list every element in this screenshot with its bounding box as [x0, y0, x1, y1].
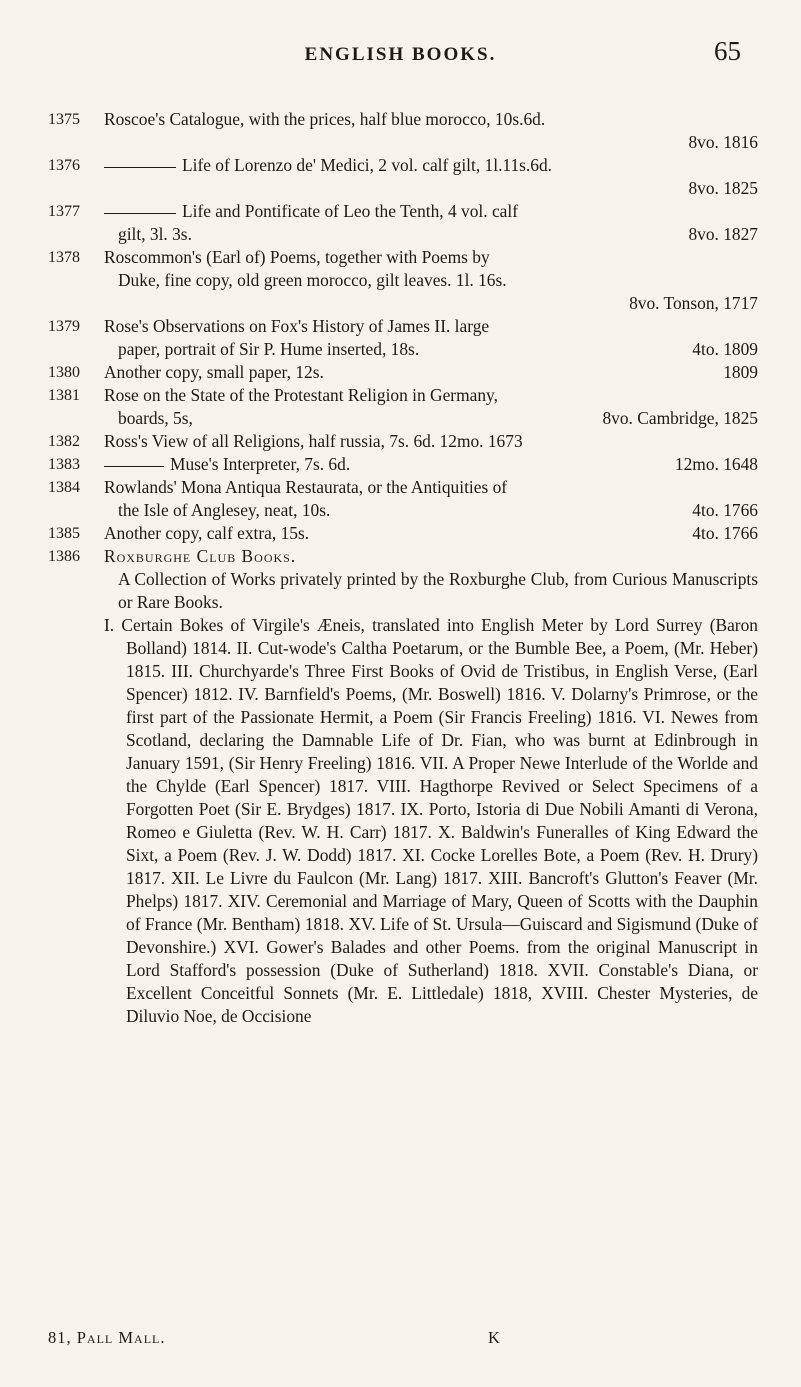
- catalogue-entry: [48, 430, 758, 453]
- entry-imprint: 4to. 1766: [692, 500, 758, 520]
- ditto-rule: [104, 167, 176, 168]
- entry-line: Another copy, small paper, 12s.: [104, 362, 324, 382]
- entry-line: gilt, 3l. 3s.: [118, 224, 192, 244]
- entry-number: 1382: [48, 433, 80, 450]
- catalogue-entries: [48, 108, 758, 1028]
- entry-line: the Isle of Anglesey, neat, 10s.: [118, 500, 331, 520]
- entry-line: boards, 5s,: [118, 408, 193, 428]
- entry-number: 1375: [48, 111, 80, 128]
- entry-imprint: 8vo. Cambridge, 1825: [602, 408, 758, 428]
- entry-imprint: 8vo. Tonson, 1717: [629, 293, 758, 313]
- catalogue-entry: [48, 476, 758, 522]
- entry-number: 1385: [48, 525, 80, 542]
- entry-number: 1376: [48, 157, 80, 174]
- entry-line: Life and Pontificate of Leo the Tenth, 4 vol. calf: [182, 201, 519, 221]
- entry-imprint: 1809: [723, 362, 758, 382]
- roxburghe-intro: A Collection of Works privately printed by the Roxburghe Club, from Curious Manuscripts or Rare Books.: [118, 569, 758, 612]
- entry-line: Rowlands' Mona Antiqua Restaurata, or the Antiquities of: [104, 477, 508, 497]
- catalogue-entry: [48, 108, 758, 154]
- entry-number: 1386: [48, 548, 80, 565]
- entry-line: Life of Lorenzo de' Medici, 2 vol. calf gilt, 1l.11s.6d.: [182, 155, 553, 175]
- entry-number: 1381: [48, 387, 80, 404]
- entry-line: Rose's Observations on Fox's History of James II. large: [104, 316, 490, 336]
- catalogue-entry: [48, 361, 758, 384]
- entry-imprint: 8vo. 1827: [688, 224, 758, 244]
- entry-line: paper, portrait of Sir P. Hume inserted, 18s.: [118, 339, 420, 359]
- catalogue-entry: [48, 200, 758, 246]
- entry-imprint: 8vo. 1816: [688, 132, 758, 152]
- catalogue-entry: [48, 315, 758, 361]
- page-footer: [48, 1328, 758, 1348]
- catalogue-entry: [48, 154, 758, 200]
- page-header: [0, 36, 801, 84]
- catalogue-entry: [48, 384, 758, 430]
- entry-number: 1377: [48, 203, 80, 220]
- signature-mark: K: [488, 1328, 500, 1347]
- catalogue-entry: [48, 545, 758, 1028]
- catalogue-entry: [48, 453, 758, 476]
- printer-address: 81, Pall Mall.: [48, 1328, 166, 1347]
- entry-line: Rose on the State of the Protestant Religion in Germany,: [104, 385, 498, 405]
- entry-line: Ross's View of all Religions, half russia, 7s. 6d. 12mo. 1673: [104, 431, 523, 451]
- entry-number: 1379: [48, 318, 80, 335]
- catalogue-entry: [48, 246, 758, 315]
- entry-number: 1378: [48, 249, 80, 266]
- entry-line: Roscommon's (Earl of) Poems, together with Poems by: [104, 247, 490, 267]
- entry-number: 1384: [48, 479, 80, 496]
- entry-imprint: 4to. 1766: [692, 523, 758, 543]
- entry-line: Roscoe's Catalogue, with the prices, half blue morocco, 10s.6d.: [104, 109, 546, 129]
- ditto-rule: [104, 466, 164, 467]
- entry-line: Muse's Interpreter, 7s. 6d.: [170, 454, 351, 474]
- section-heading: Roxburghe Club Books.: [104, 546, 297, 566]
- catalogue-entry: [48, 522, 758, 545]
- roxburghe-list: I. Certain Bokes of Virgile's Æneis, translated into English Meter by Lord Surrey (Baron Bolland) 1814. II. Cut-wode's Caltha Poetarum, or the Bumble Bee, a Poem, (Mr. Heber) 1815. III. Churchyarde's Three First Books of Ovid de Tristibus, in English Verse, (Earl Spencer) 1812. IV. Barnfield's Poems, (Mr. Boswell) 1816. V. Dolarny's Primrose, or the first part of the Passionate Hermit, a Poem (Sir Francis Freeling) 1816. VI. Newes from Scotland, declaring the Damnable Life of Dr. Fian, who was burnt at Edinbrough in January 1591, (Sir Henry Freeling) 1816. VII. A Proper Newe Interlude of the Worlde and the Chylde (Earl Spencer) 1817. VIII. Hagthorpe Revived or Select Specimens of a Forgotten Poet (Sir E. Brydges) 1817. IX. Porto, Istoria di Due Nobili Amanti di Verona, Romeo e Giuletta (Rev. W. H. Carr) 1817. X. Baldwin's Funeralles of King Edward the Sixt, a Poem (Rev. J. W. Dodd) 1817. XI. Cocke Lorelles Bote, a Poem (Rev. H. Drury) 1817. XII. Le Livre du Faulcon (Mr. Lang) 1817. XIII. Bancroft's Glutton's Feaver (Mr. Phelps) 1817. XIV. Ceremonial and Marriage of Mary, Queen of Scotts with the Dauphin of France (Mr. Bentham) 1818. XV. Life of St. Ursula—Guiscard and Sigismund (Duke of Devonshire.) XVI. Gower's Balades and other Poems. from the original Manuscript in Lord Stafford's possession (Duke of Sutherland) 1818. XVII. Constable's Diana, or Excellent Conceitful Sonnets (Mr. E. Littledale) 1818, XVIII. Chester Mysteries, de Diluvio Noe, de Occisione: [104, 615, 758, 1026]
- entry-number: 1380: [48, 364, 80, 381]
- page-number: 65: [714, 36, 741, 66]
- running-title: ENGLISH BOOKS.: [304, 44, 497, 65]
- entry-imprint: 12mo. 1648: [674, 454, 758, 474]
- entry-line: Another copy, calf extra, 15s.: [104, 523, 310, 543]
- ditto-rule: [104, 213, 176, 214]
- entry-imprint: 8vo. 1825: [688, 178, 758, 198]
- entry-number: 1383: [48, 456, 80, 473]
- entry-imprint: 4to. 1809: [692, 339, 758, 359]
- entry-line: Duke, fine copy, old green morocco, gilt leaves. 1l. 16s.: [118, 270, 507, 290]
